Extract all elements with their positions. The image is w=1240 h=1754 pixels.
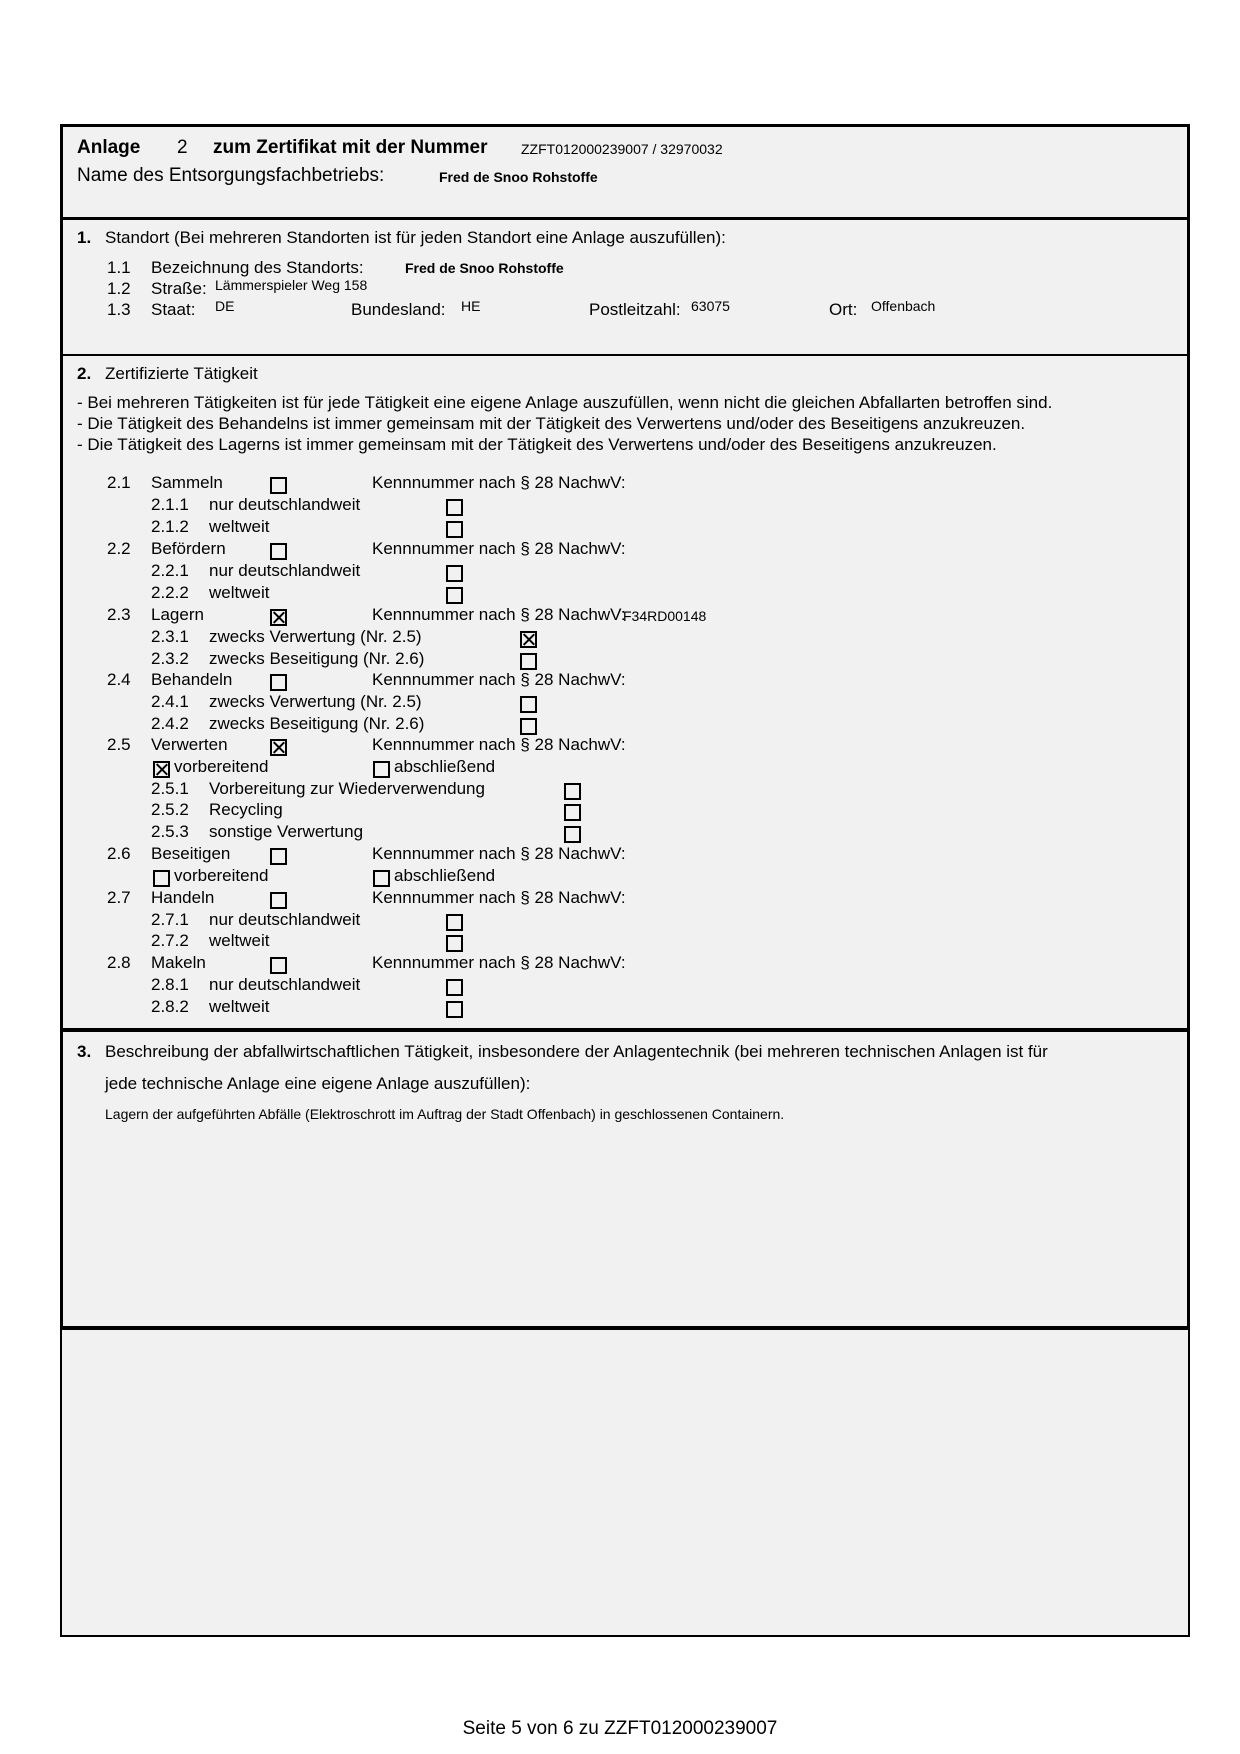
kennnummer-label: Kennnummer nach § 28 NachwV: [372, 953, 626, 972]
section3-title-line2: jede technische Anlage eine eigene Anlage auszufüllen): [105, 1074, 531, 1093]
sub-label: Recycling [209, 800, 283, 819]
company-label: Name des Entsorgungsfachbetriebs: [77, 165, 385, 186]
sub-number: 2.2.2 [151, 583, 189, 602]
befoerdern-checkbox[interactable] [270, 543, 287, 560]
handeln-weltweit-checkbox[interactable] [446, 935, 463, 952]
activity-label: Sammeln [151, 473, 223, 492]
site-name-value: Fred de Snoo Rohstoffe [405, 260, 564, 276]
section1-number: 1. [77, 228, 92, 247]
activity-number: 2.1 [107, 473, 131, 492]
makeln-checkbox[interactable] [270, 957, 287, 974]
sub-label: sonstige Verwertung [209, 822, 364, 841]
site-name-label: Bezeichnung des Standorts: [151, 258, 364, 277]
sub-number: 2.8.1 [151, 975, 189, 994]
sub-label: nur deutschlandweit [209, 495, 361, 514]
certificate-label: zum Zertifikat mit der Nummer [213, 137, 488, 158]
sub-label: weltweit [209, 583, 270, 602]
section3-number: 3. [77, 1042, 92, 1061]
section1-title: Standort (Bei mehreren Standorten ist für jeden Standort eine Anlage auszufüllen): [105, 228, 726, 247]
activity-label: Lagern [151, 605, 204, 624]
activity-label: Beseitigen [151, 844, 231, 863]
lagern-verwertung-checkbox[interactable] [520, 631, 537, 648]
beseitigen-checkbox[interactable] [270, 848, 287, 865]
header-section [60, 124, 1190, 220]
section3-title-line1: Beschreibung der abfallwirtschaftlichen Tätigkeit, insbesondere der Anlagentechnik (bei mehreren technischen Anlagen ist für [105, 1042, 1048, 1061]
abschliessend-label: abschließend [394, 757, 496, 776]
lagern-beseitigung-checkbox[interactable] [520, 653, 537, 670]
sub-label: nur deutschlandweit [209, 975, 361, 994]
section2-note-3: - Die Tätigkeit des Lagerns ist immer gemeinsam mit der Tätigkeit des Verwertens und/oder des Beseitigens anzukreuzen. [77, 435, 997, 454]
state-label: Bundesland: [351, 300, 446, 319]
sub-number: 2.7.2 [151, 931, 189, 950]
city-value: Offenbach [871, 298, 936, 314]
activity-number: 2.6 [107, 844, 131, 863]
verwerten-checkbox[interactable] [270, 739, 287, 756]
activity-number: 2.3 [107, 605, 131, 624]
activity-label: Behandeln [151, 670, 233, 689]
handeln-checkbox[interactable] [270, 892, 287, 909]
activity-number: 2.7 [107, 888, 131, 907]
certificate-number: ZZFT012000239007 / 32970032 [521, 141, 723, 157]
anlage-number: 2 [177, 137, 188, 158]
sonstige-verwertung-checkbox[interactable] [564, 826, 581, 843]
sub-label: zwecks Beseitigung (Nr. 2.6) [209, 714, 425, 733]
section2-title: Zertifizierte Tätigkeit [105, 364, 258, 383]
activity-number: 2.8 [107, 953, 131, 972]
activity-label: Makeln [151, 953, 206, 972]
sub-label: weltweit [209, 997, 270, 1016]
street-number: 1.2 [107, 279, 131, 298]
sub-number: 2.5.3 [151, 822, 189, 841]
sub-number: 2.7.1 [151, 910, 189, 929]
form-outer-frame [60, 124, 1190, 1637]
kennnummer-label: Kennnummer nach § 28 NachwV: [372, 473, 626, 492]
section-beschreibung [60, 1028, 1190, 1330]
sub-label: zwecks Verwertung (Nr. 2.5) [209, 692, 422, 711]
sammeln-deutschlandweit-checkbox[interactable] [446, 499, 463, 516]
kennnummer-label: Kennnummer nach § 28 NachwV: [372, 539, 626, 558]
sub-number: 2.5.2 [151, 800, 189, 819]
activity-number: 2.4 [107, 670, 131, 689]
behandeln-verwertung-checkbox[interactable] [520, 696, 537, 713]
company-name: Fred de Snoo Rohstoffe [439, 169, 598, 185]
sub-number: 2.1.2 [151, 517, 189, 536]
country-label: Staat: [151, 300, 196, 319]
sub-label: weltweit [209, 517, 270, 536]
sammeln-weltweit-checkbox[interactable] [446, 521, 463, 538]
activity-label: Befördern [151, 539, 226, 558]
behandeln-beseitigung-checkbox[interactable] [520, 718, 537, 735]
empty-area [62, 1330, 1188, 1635]
lagern-kennnummer-value: F34RD00148 [623, 608, 707, 624]
befoerdern-deutschlandweit-checkbox[interactable] [446, 565, 463, 582]
sub-label: nur deutschlandweit [209, 910, 361, 929]
sub-label: nur deutschlandweit [209, 561, 361, 580]
section-standort [60, 217, 1190, 357]
anlage-label: Anlage [77, 137, 141, 158]
recycling-checkbox[interactable] [564, 804, 581, 821]
kennnummer-label: Kennnummer nach § 28 NachwV: [372, 605, 626, 624]
befoerdern-weltweit-checkbox[interactable] [446, 587, 463, 604]
kennnummer-label: Kennnummer nach § 28 NachwV: [372, 888, 626, 907]
sammeln-checkbox[interactable] [270, 477, 287, 494]
abschliessend-label: abschließend [394, 866, 496, 885]
wiederverwendung-checkbox[interactable] [564, 783, 581, 800]
zip-value: 63075 [691, 298, 730, 314]
page-footer: Seite 5 von 6 zu ZZFT012000239007 [462, 1718, 778, 1739]
section-zertifizierte-taetigkeit [60, 354, 1190, 1034]
sub-number: 2.1.1 [151, 495, 189, 514]
street-label: Straße: [151, 279, 207, 298]
sub-number: 2.8.2 [151, 997, 189, 1016]
site-name-number: 1.1 [107, 258, 131, 277]
beseitigen-abschliessend-checkbox[interactable] [373, 870, 390, 887]
handeln-deutschlandweit-checkbox[interactable] [446, 914, 463, 931]
section2-note-1: - Bei mehreren Tätigkeiten ist für jede Tätigkeit eine eigene Anlage auszufüllen, wenn nicht die gleichen Abfallarten betroffen sind. [77, 393, 1053, 412]
state-value: HE [461, 298, 481, 314]
sub-number: 2.4.2 [151, 714, 189, 733]
country-value: DE [215, 298, 235, 314]
sub-number: 2.3.1 [151, 627, 189, 646]
vorbereitend-label: vorbereitend [174, 866, 269, 885]
vorbereitend-label: vorbereitend [174, 757, 269, 776]
activity-label: Verwerten [151, 735, 228, 754]
verwerten-abschliessend-checkbox[interactable] [373, 761, 390, 778]
makeln-weltweit-checkbox[interactable] [446, 1001, 463, 1018]
lagern-checkbox[interactable] [270, 609, 287, 626]
sub-label: Vorbereitung zur Wiederverwendung [209, 779, 485, 798]
behandeln-checkbox[interactable] [270, 674, 287, 691]
zip-label: Postleitzahl: [589, 300, 681, 319]
street-value: Lämmerspieler Weg 158 [215, 277, 368, 293]
activity-number: 2.5 [107, 735, 131, 754]
sub-number: 2.2.1 [151, 561, 189, 580]
address-number: 1.3 [107, 300, 131, 319]
section2-note-2: - Die Tätigkeit des Behandelns ist immer gemeinsam mit der Tätigkeit des Verwertens und/oder des Beseitigens anzukreuzen. [77, 414, 1026, 433]
sub-number: 2.5.1 [151, 779, 189, 798]
section2-number: 2. [77, 364, 92, 383]
sub-label: zwecks Beseitigung (Nr. 2.6) [209, 649, 425, 668]
beseitigen-vorbereitend-checkbox[interactable] [153, 870, 170, 887]
sub-label: weltweit [209, 931, 270, 950]
sub-number: 2.4.1 [151, 692, 189, 711]
makeln-deutschlandweit-checkbox[interactable] [446, 979, 463, 996]
activity-label: Handeln [151, 888, 215, 907]
sub-label: zwecks Verwertung (Nr. 2.5) [209, 627, 422, 646]
verwerten-vorbereitend-checkbox[interactable] [153, 761, 170, 778]
city-label: Ort: [829, 300, 858, 319]
section3-description[interactable]: Lagern der aufgeführten Abfälle (Elektroschrott im Auftrag der Stadt Offenbach) in geschlossenen Containern. [105, 1106, 785, 1122]
kennnummer-label: Kennnummer nach § 28 NachwV: [372, 844, 626, 863]
kennnummer-label: Kennnummer nach § 28 NachwV: [372, 670, 626, 689]
kennnummer-label: Kennnummer nach § 28 NachwV: [372, 735, 626, 754]
sub-number: 2.3.2 [151, 649, 189, 668]
activity-number: 2.2 [107, 539, 131, 558]
